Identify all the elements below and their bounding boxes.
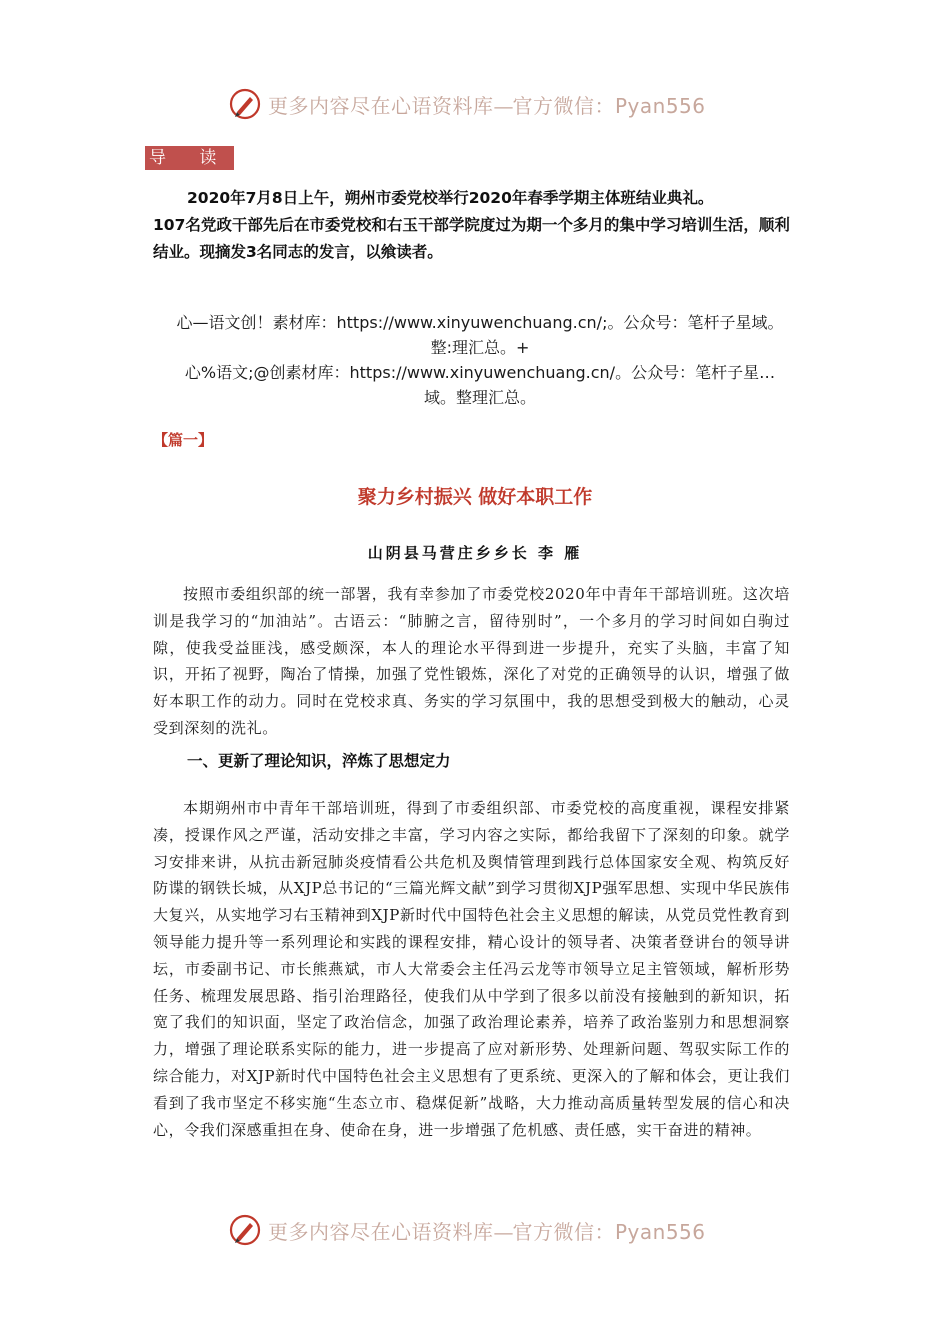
pen-logo-icon bbox=[228, 1213, 262, 1247]
promo-line-1: 心—语文创！素材库：https://www.xinyuwenchuang.cn/;。公众号：笔杆子星域。 bbox=[176, 313, 784, 332]
banner-text: 更多内容尽在心语资料库—官方微信：Pyan556 bbox=[268, 1219, 706, 1244]
body-paragraph-1: 按照市委组织部的统一部署，我有幸参加了市委党校2020年中青年干部培训班。这次培训是我学习的“加油站”。古语云：“肺腑之言，留待别时”，一个多月的学习时间如白驹过隙，使我受益匪浅，感受颇深，本人的理论水平得到进一步提升，充实了头脑，丰富了知识，开拓了视野，陶冶了情操，加强了党性锻炼，深化了对党的正确领导的认识，增强了做好本职工作的动力。同时在党校求真、务实的学习氛围中，我的思想受到极大的触动，心灵受到深刻的洗礼。 bbox=[153, 585, 790, 737]
section-heading-1: 一、更新了理论知识，淬炼了思想定力 bbox=[187, 752, 451, 770]
guide-label: 导 读 bbox=[145, 146, 234, 170]
promo-line-4: 域。整理汇总。 bbox=[423, 388, 536, 407]
intro-line-1: 2020年7月8日上午，朔州市委党校举行2020年春季学期主体班结业典礼。 bbox=[187, 189, 714, 207]
promo-line-2: 整:理汇总。+ bbox=[430, 338, 530, 357]
footer-banner bbox=[0, 1208, 950, 1252]
body-paragraph-2: 本期朔州市中青年干部培训班，得到了市委组织部、市委党校的高度重视，课程安排紧凑，授课作风之严谨，活动安排之丰富，学习内容之实际，都给我留下了深刻的印象。就学习安排来讲，从抗击新冠肺炎疫情看公共危机及舆情管理到践行总体国家安全观、构筑反好防谍的钢铁长城，从XJP总书记的“三篇光辉文献”到学习贯彻XJP强军思想、实现中华民族伟大复兴，从实地学习右玉精神到XJP新时代中国特色社会主义思想的解读，从党员党性教育到领导能力提升等一系列理论和实践的课程安排，精心设计的领导者、决策者登讲台的领导讲坛，市委副书记、市长熊燕斌，市人大常委会主任冯云龙等市领导立足主管领域，解析形势任务、梳理发展思路、指引治理路径，使我们从中学到了很多以前没有接触到的新知识，拓宽了我们的知识面，坚定了政治信念，加强了政治理论素养，培养了政治鉴别力和思想洞察力，增强了理论联系实际的能力，进一步提高了应对新形势、处理新问题、驾驭实际工作的综合能力，对XJP新时代中国特色社会主义思想有了更系统、更深入的了解和体会，更让我们看到了我市坚定不移实施“生态立市、稳煤促新”战略，大力推动高质量转型发展的信心和决心，令我们深感重担在身、使命在身，进一步增强了危机感、责任感，实干奋进的精神。 bbox=[153, 799, 790, 1139]
header-banner bbox=[0, 82, 950, 126]
promo-block bbox=[140, 310, 820, 410]
promo-line-3: 心%语文;@创素材库：https://www.xinyuwenchuang.cn/。公众号：笔杆子星… bbox=[184, 363, 776, 382]
chapter-label: 【篇一】 bbox=[153, 431, 214, 449]
intro-paragraph bbox=[153, 185, 803, 266]
article-byline: 山阴县马营庄乡乡长 李 雁 bbox=[367, 544, 583, 562]
pen-logo-icon bbox=[228, 87, 262, 121]
intro-rest: 107名党政干部先后在市委党校和右玉干部学院度过为期一个多月的集中学习培训生活，顺利结业。现摘发3名同志的发言，以飨读者。 bbox=[153, 216, 790, 261]
banner-text: 更多内容尽在心语资料库—官方微信：Pyan556 bbox=[268, 93, 706, 118]
article-title: 聚力乡村振兴 做好本职工作 bbox=[357, 486, 593, 508]
